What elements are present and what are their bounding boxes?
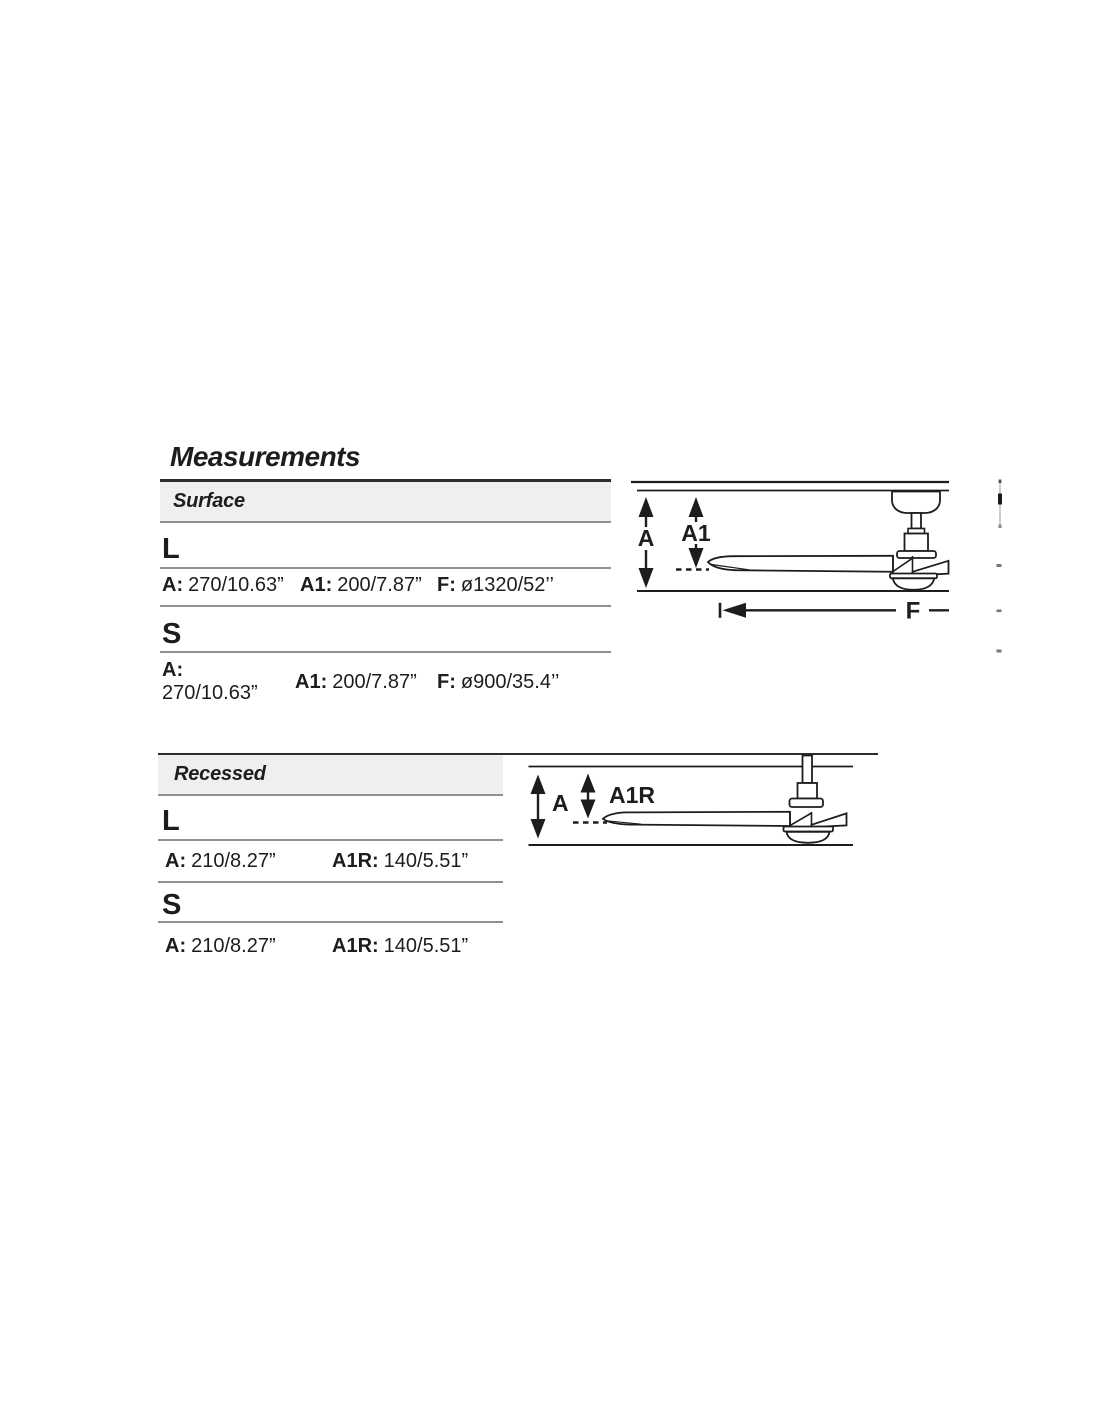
recessed-s-a1r-value: 140/5.51” — [383, 935, 469, 957]
surface-rule-1 — [160, 567, 611, 569]
surface-section-header — [160, 482, 611, 521]
recessed-rule-1 — [158, 839, 503, 841]
surface-section-title: Surface — [173, 489, 245, 512]
surface-s-f-cell — [437, 672, 559, 692]
recessed-s-a-value: 210/8.27” — [191, 935, 276, 957]
dimension-label-f: F — [905, 597, 921, 625]
recessed-s-a-label: A: — [165, 935, 187, 957]
dimension-arrow-f — [720, 598, 949, 625]
surface-row-s-size: S — [162, 618, 182, 650]
recessed-l-a-cell — [165, 851, 276, 871]
page-title: Measurements — [170, 441, 361, 472]
dimension-label-a1r: A1R — [609, 782, 656, 808]
surface-rule-2 — [160, 605, 611, 607]
recessed-s-a1r-cell — [332, 936, 468, 956]
dimension-label-a1: A1 — [681, 520, 711, 546]
canopy — [892, 492, 940, 514]
motor-coupling — [905, 534, 929, 552]
surface-l-f-cell — [437, 575, 554, 595]
recessed-s-a-cell — [165, 936, 276, 956]
surface-l-a-cell — [162, 575, 284, 595]
surface-s-a-value: 270/10.63” — [162, 682, 258, 704]
page-edge-fragments — [997, 480, 1003, 653]
light-cap-bowl — [787, 832, 830, 843]
surface-l-a-label: A: — [162, 574, 184, 596]
recessed-l-a1r-cell — [332, 851, 468, 871]
surface-s-a-label: A: — [162, 659, 184, 681]
surface-s-f-value: ø900/35.4’’ — [460, 671, 560, 693]
surface-l-f-value: ø1320/52’’ — [460, 574, 554, 596]
recessed-l-a-value: 210/8.27” — [191, 850, 276, 872]
dimension-label-a: A — [637, 525, 655, 551]
hub-diagonal — [790, 813, 812, 826]
dimension-arrow-a — [531, 775, 569, 839]
motor-plate — [790, 799, 824, 808]
surface-l-a-value: 270/10.63” — [188, 574, 284, 596]
recessed-row-s-size: S — [162, 889, 182, 921]
fan-blade-left — [603, 812, 790, 826]
recessed-mount-fan-diagram — [505, 744, 885, 856]
surface-s-a1-cell — [295, 672, 417, 692]
dimension-arrow-a1 — [681, 497, 711, 568]
recessed-row-l-size: L — [162, 805, 180, 837]
recessed-rule-2 — [158, 881, 503, 883]
motor-plate — [897, 551, 936, 558]
recessed-l-a1r-label: A1R: — [332, 850, 379, 872]
light-cap-bowl — [893, 578, 934, 590]
light-cap-rim — [784, 827, 834, 832]
recessed-l-a1r-value: 140/5.51” — [383, 850, 469, 872]
fan-blade-left — [708, 556, 893, 572]
motor-coupling — [798, 783, 818, 799]
recessed-rule-3 — [158, 921, 503, 923]
surface-header-underline — [160, 521, 611, 523]
hub-diagonal — [893, 558, 913, 571]
dimension-arrow-a — [638, 497, 655, 588]
surface-mount-fan-diagram — [625, 463, 1010, 663]
recessed-s-a1r-label: A1R: — [332, 935, 379, 957]
surface-s-a1-label: A1: — [295, 671, 328, 693]
fan-side-view — [708, 492, 949, 590]
recessed-section-title: Recessed — [174, 763, 266, 785]
downrod — [803, 756, 813, 784]
recessed-l-a-label: A: — [165, 850, 187, 872]
surface-l-f-label: F: — [437, 574, 456, 596]
recessed-header-underline — [158, 794, 503, 796]
dimension-label-a: A — [552, 790, 569, 816]
surface-l-a1-cell — [300, 575, 422, 595]
surface-l-a1-label: A1: — [300, 574, 333, 596]
surface-s-a1-value: 200/7.87” — [332, 671, 417, 693]
surface-l-a1-value: 200/7.87” — [337, 574, 422, 596]
surface-row-l-size: L — [162, 533, 180, 565]
downrod — [912, 513, 922, 529]
surface-rule-3 — [160, 651, 611, 653]
recessed-section-header — [158, 755, 503, 794]
fan-blade-right — [812, 813, 847, 827]
surface-s-f-label: F: — [437, 671, 456, 693]
